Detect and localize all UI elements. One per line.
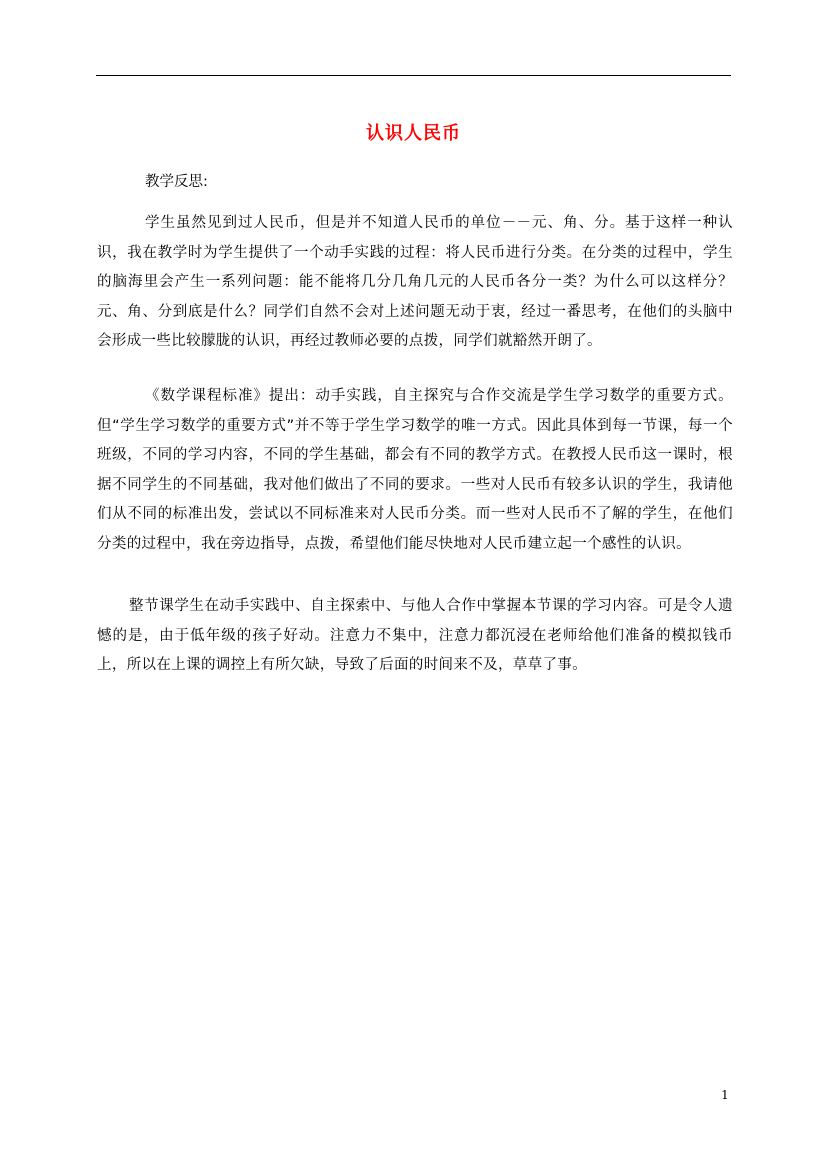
page-number: 1 (721, 1088, 729, 1102)
paragraph-3: 整节课学生在动手实践中、自主探索中、与他人合作中掌握本节课的学习内容。可是令人遗憾的是，由于低年级的孩子好动。注意力不集中，注意力都沉浸在老师给他们准备的模拟钱币上，所以在上课的调控上有所欠缺，导致了后面的时间来不及，草草了事。 (97, 598, 733, 673)
header-rule (96, 75, 731, 76)
paragraph-1: 学生虽然见到过人民币，但是并不知道人民币的单位－－元、角、分。基于这样一种认识，我在教学时为学生提供了一个动手实践的过程：将人民币进行分类。在分类的过程中，学生的脑海里会产生一系列问题：能不能将几分几角几元的人民币各分一类？为什么可以这样分？元、角、分到底是什么？同学们自然不会对上述问题无动于衷，经过一番思考，在他们的头脑中会形成一些比较朦胧的认识，再经过教师必要的点拨，同学们就豁然开朗了。 (97, 215, 733, 349)
document-title: 认识人民币 (366, 123, 461, 144)
paragraph-2: 《数学课程标准》提出：动手实践，自主探究与合作交流是学生学习数学的重要方式。但“学生学习数学的重要方式”并不等于学生学习数学的唯一方式。因此具体到每一节课，每一个班级，不同的学习内容，不同的学生基础，都会有不同的教学方式。在教授人民币这一课时，根据不同学生的不同基础，我对他们做出了不同的要求。一些对人民币有较多认识的学生，我请他们从不同的标准出发，尝试以不同标准来对人民币分类。而一些对人民币不了解的学生，在他们分类的过程中，我在旁边指导，点拨，希望他们能尽快地对人民币建立起一个感性的认识。 (97, 388, 733, 552)
section-label: 教学反思: (145, 174, 208, 190)
